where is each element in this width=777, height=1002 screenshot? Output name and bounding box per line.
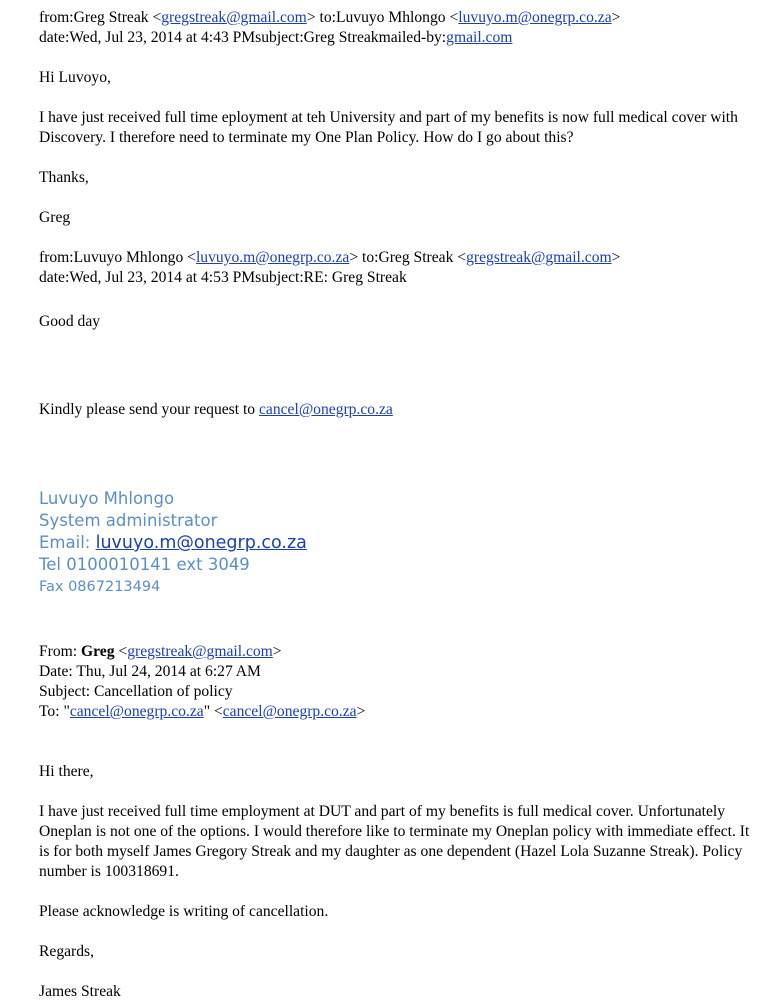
date-subject-text: date:Wed, Jul 23, 2014 at 4:43 PMsubject:Greg Streakmailed-by: bbox=[39, 29, 447, 46]
signature-email-link[interactable]: luvuyo.m@onegrp.co.za bbox=[95, 533, 307, 553]
email3-to-email-link[interactable]: cancel@onegrp.co.za bbox=[222, 703, 357, 720]
from-name: Greg bbox=[81, 643, 115, 660]
email3-name: James Streak bbox=[39, 983, 121, 1000]
email1-greeting: Hi Luvoyo, bbox=[39, 69, 111, 86]
email3-request: Please acknowledge is writing of cancellation. bbox=[39, 903, 329, 920]
from-open: < bbox=[114, 643, 128, 660]
to-mid: " < bbox=[203, 703, 223, 720]
to-close: > bbox=[356, 703, 366, 720]
signature-email-line bbox=[39, 532, 759, 554]
email3-from-line bbox=[39, 642, 759, 662]
to-suffix: > bbox=[611, 249, 621, 266]
signature-tel: Tel 0100010141 ext 3049 bbox=[39, 555, 250, 574]
body-text: Kindly please send your request to bbox=[39, 401, 259, 418]
from-label: from:Greg Streak < bbox=[39, 9, 162, 26]
email2-cancel-email-link[interactable]: cancel@onegrp.co.za bbox=[259, 401, 393, 418]
to-label: To: " bbox=[39, 703, 70, 720]
signature-title: System administrator bbox=[39, 511, 218, 530]
signature-name: Luvuyo Mhlongo bbox=[39, 489, 175, 508]
to-label: > to:Greg Streak < bbox=[349, 249, 467, 266]
to-suffix: > bbox=[611, 9, 621, 26]
email2-from-line bbox=[39, 248, 759, 268]
email1-date-line bbox=[39, 28, 759, 48]
email2-greeting: Good day bbox=[39, 313, 101, 330]
to-label: > to:Luvuyo Mhlongo < bbox=[306, 9, 459, 26]
email-thread bbox=[39, 8, 759, 1002]
from-label: from:Luvuyo Mhlongo < bbox=[39, 249, 196, 266]
email-signature bbox=[39, 488, 759, 598]
email1-thanks: Thanks, bbox=[39, 169, 89, 186]
email3-date: Date: Thu, Jul 24, 2014 at 6:27 AM bbox=[39, 663, 261, 680]
signature-email-label: Email: bbox=[39, 533, 96, 552]
email2-from-email-link[interactable]: luvuyo.m@onegrp.co.za bbox=[195, 249, 350, 266]
email3-regards: Regards, bbox=[39, 943, 94, 960]
email1-to-email-link[interactable]: luvuyo.m@onegrp.co.za bbox=[458, 9, 612, 26]
email2-date-line: date:Wed, Jul 23, 2014 at 4:53 PMsubject:RE: Greg Streak bbox=[39, 269, 407, 286]
email1-mailed-by-link[interactable]: gmail.com bbox=[446, 29, 513, 46]
email2-body bbox=[39, 400, 759, 420]
from-label: From: bbox=[39, 643, 82, 660]
signature-fax: Fax 0867213494 bbox=[39, 579, 161, 595]
email3-to-name-link[interactable]: cancel@onegrp.co.za bbox=[69, 703, 204, 720]
email3-subject: Subject: Cancellation of policy bbox=[39, 683, 233, 700]
email1-from-line bbox=[39, 8, 759, 28]
email1-from-email-link[interactable]: gregstreak@gmail.com bbox=[161, 9, 307, 26]
email3-from-email-link[interactable]: gregstreak@gmail.com bbox=[127, 643, 273, 660]
email2-to-email-link[interactable]: gregstreak@gmail.com bbox=[466, 249, 612, 266]
email3-to-line bbox=[39, 702, 759, 722]
email1-body: I have just received full time eployment at teh University and part of my benefits is now full medical cover with Discovery. I therefore need to terminate my One Plan Policy. How do I go about this? bbox=[39, 109, 738, 146]
from-close: > bbox=[272, 643, 282, 660]
email1-signoff: Greg bbox=[39, 209, 71, 226]
email3-greeting: Hi there, bbox=[39, 763, 94, 780]
email3-body: I have just received full time employment at DUT and part of my benefits is full medical cover. Unfortunately Oneplan is not one of the options. I would therefore like to terminate my Oneplan policy with immediate effect. It is for both myself James Gregory Streak and my daughter as one dependent (Hazel Lola Suzanne Streak). Policy number is 100318691. bbox=[39, 803, 750, 880]
